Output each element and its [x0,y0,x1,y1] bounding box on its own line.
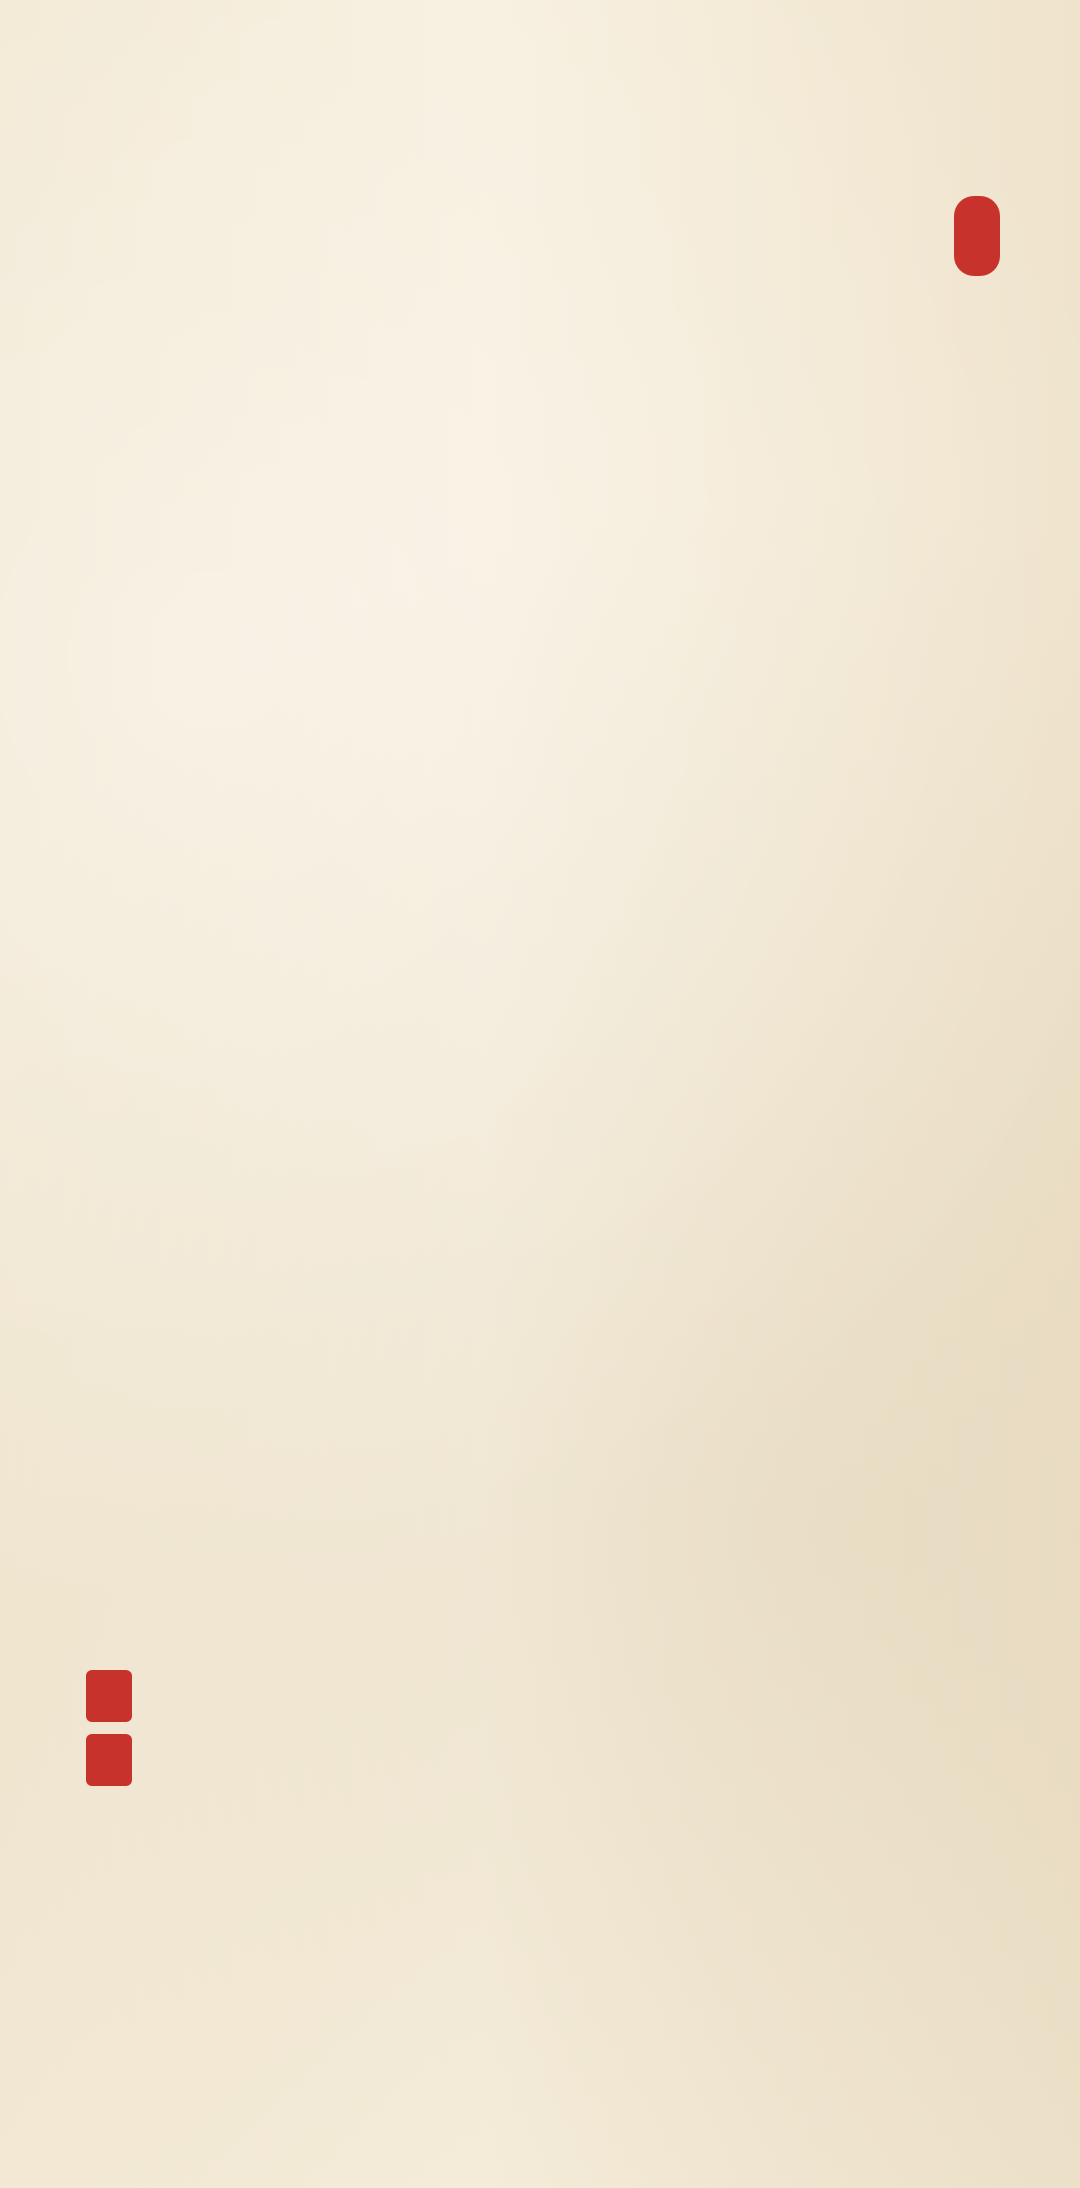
colophon-inscription [92,454,142,1574]
seal-artist-mark [86,1734,132,1786]
seal-artist-name [86,1670,132,1722]
seal-top-right [954,196,1000,276]
